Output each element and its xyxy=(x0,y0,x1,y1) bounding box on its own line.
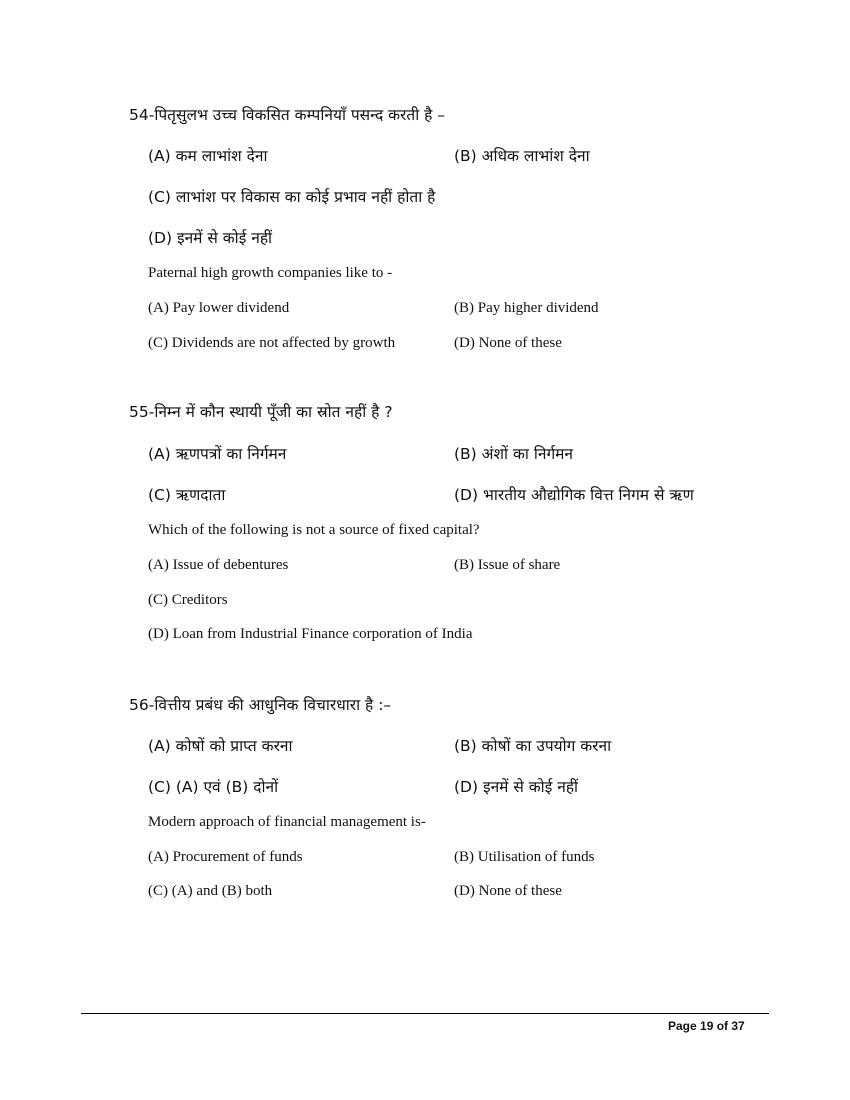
q55-en-option-c: (C) Creditors xyxy=(148,592,228,608)
q56-hi-option-a: (A) कोषों को प्राप्त करना xyxy=(148,737,293,755)
q54-hi-option-b: (B) अधिक लाभांश देना xyxy=(454,147,590,165)
q56-hi-option-b: (B) कोषों का उपयोग करना xyxy=(454,737,612,755)
q55-en-option-a: (A) Issue of debentures xyxy=(148,557,289,573)
q55-en-option-d: (D) Loan from Industrial Finance corporation of India xyxy=(148,626,473,642)
q56-hi-option-d: (D) इनमें से कोई नहीं xyxy=(454,778,579,796)
q54-en-option-c: (C) Dividends are not affected by growth xyxy=(148,335,396,351)
question-54-english: Paternal high growth companies like to - xyxy=(148,265,393,281)
question-56-hindi: 56-वित्तीय प्रबंध की आधुनिक विचारधारा है :– xyxy=(129,696,392,714)
question-56-english: Modern approach of financial management is- xyxy=(148,814,426,830)
q56-en-option-a: (A) Procurement of funds xyxy=(148,849,303,865)
q55-en-option-b: (B) Issue of share xyxy=(454,557,561,573)
q56-hi-option-c: (C) (A) एवं (B) दोनों xyxy=(148,778,279,796)
q54-hi-option-c: (C) लाभांश पर विकास का कोई प्रभाव नहीं होता है xyxy=(148,188,436,206)
q54-en-option-a: (A) Pay lower dividend xyxy=(148,300,290,316)
q55-hi-option-b: (B) अंशों का निर्गमन xyxy=(454,445,574,463)
footer-divider xyxy=(81,1013,769,1014)
q54-en-option-d: (D) None of these xyxy=(454,335,562,351)
q54-hi-option-a: (A) कम लाभांश देना xyxy=(148,147,268,165)
q56-en-option-d: (D) None of these xyxy=(454,883,562,899)
question-55-english: Which of the following is not a source of fixed capital? xyxy=(148,522,480,538)
q55-hi-option-d: (D) भारतीय औद्योगिक वित्त निगम से ऋण xyxy=(454,486,694,504)
page-number: Page 19 of 37 xyxy=(668,1019,745,1033)
q55-hi-option-c: (C) ऋणदाता xyxy=(148,486,226,504)
q56-en-option-b: (B) Utilisation of funds xyxy=(454,849,595,865)
question-54-hindi: 54-पितृसुलभ उच्च विकसित कम्पनियाँ पसन्द करती है – xyxy=(129,106,446,124)
q54-en-option-b: (B) Pay higher dividend xyxy=(454,300,599,316)
q54-hi-option-d: (D) इनमें से कोई नहीं xyxy=(148,229,273,247)
q55-hi-option-a: (A) ऋणपत्रों का निर्गमन xyxy=(148,445,287,463)
question-55-hindi: 55-निम्न में कौन स्थायी पूँजी का स्रोत नहीं है ? xyxy=(129,403,393,421)
q56-en-option-c: (C) (A) and (B) both xyxy=(148,883,273,899)
